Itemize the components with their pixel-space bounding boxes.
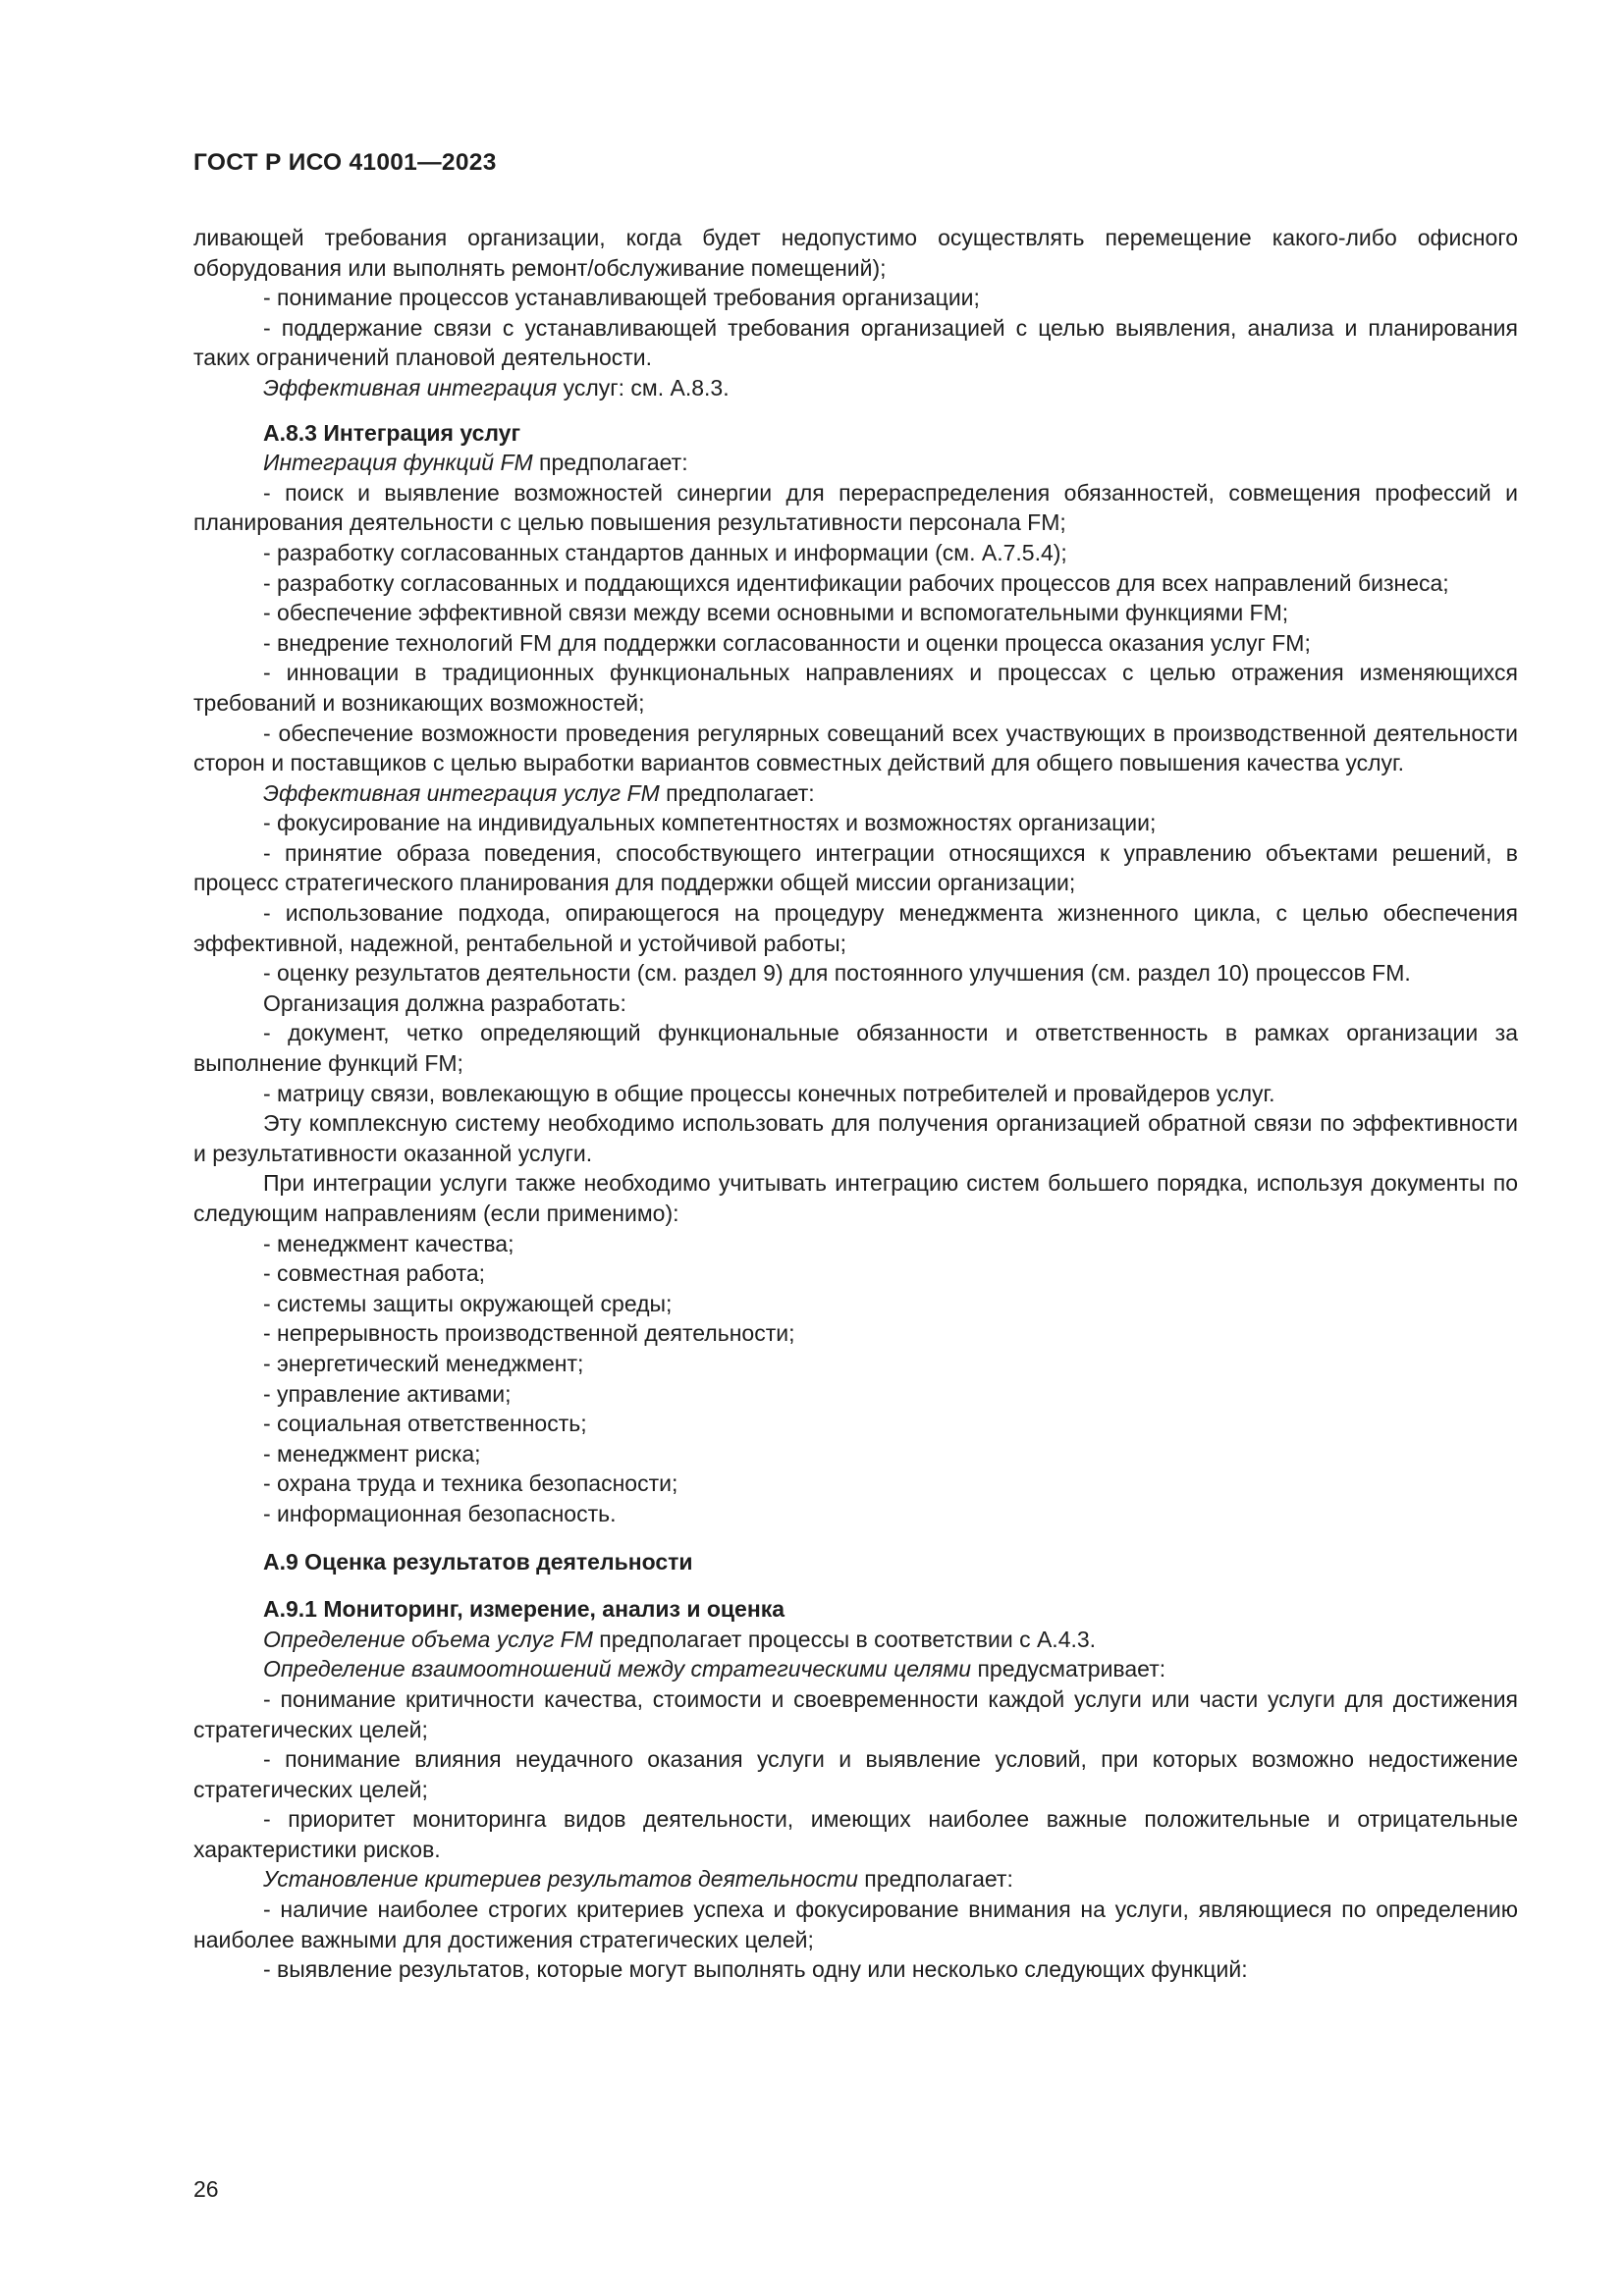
paragraph: Эффективная интеграция услуг: см. А.8.3.: [263, 374, 730, 400]
list-item: - менеджмент качества;: [263, 1230, 514, 1256]
list-item: - понимание влияния неудачного оказания услуги и выявление условий, при которых возможно недостижение стратегических целей;: [193, 1746, 1518, 1802]
list-item: - информационная безопасность.: [263, 1500, 617, 1526]
section-heading: А.9.1 Мониторинг, измерение, анализ и оценка: [263, 1596, 785, 1623]
paragraph: Эффективная интеграция услуг FM предполагает:: [263, 779, 815, 806]
list-item: - совместная работа;: [263, 1260, 486, 1287]
list-item: - системы защиты окружающей среды;: [263, 1290, 673, 1316]
list-item: - энергетический менеджмент;: [263, 1350, 584, 1376]
list-item: - непрерывность производственной деятельности;: [263, 1320, 795, 1347]
page-number: 26: [193, 2176, 219, 2202]
paragraph: ливающей требования организации, когда будет недопустимо осуществлять перемещение какого-либо офисного оборудования или выполнять ремонт/обслуживание помещений);: [193, 225, 1518, 281]
list-item: - выявление результатов, которые могут выполнять одну или несколько следующих функций:: [263, 1956, 1248, 1983]
list-item: - менеджмент риска;: [263, 1440, 481, 1467]
list-item: - фокусирование на индивидуальных компетентностях и возможностях организации;: [263, 810, 1157, 836]
paragraph: Определение взаимоотношений между стратегическими целями предусматривает:: [263, 1656, 1166, 1682]
list-item: - принятие образа поведения, способствующего интеграции относящихся к управлению объектами решений, в процесс стратегического планирования для поддержки общей миссии организации;: [193, 839, 1518, 896]
section-heading: А.8.3 Интеграция услуг: [263, 419, 521, 446]
list-item: - разработку согласованных стандартов данных и информации (см. А.7.5.4);: [263, 539, 1067, 565]
paragraph: Определение объема услуг FM предполагает процессы в соответствии с А.4.3.: [263, 1626, 1097, 1652]
document-body: [193, 223, 1518, 1985]
list-item: - понимание процессов устанавливающей требования организации;: [263, 285, 980, 311]
list-item: - документ, четко определяющий функциональные обязанности и ответственность в рамках организации за выполнение функций FM;: [193, 1020, 1518, 1077]
list-item: - приоритет мониторинга видов деятельности, имеющих наиболее важные положительные и отрицательные характеристики рисков.: [193, 1806, 1518, 1862]
paragraph: При интеграции услуги также необходимо учитывать интеграцию систем большего порядка, используя документы по следующим направлениям (если применимо):: [193, 1170, 1518, 1226]
section-heading: А.9 Оценка результатов деятельности: [263, 1548, 693, 1575]
list-item: - инновации в традиционных функциональных направлениях и процессах с целью отражения изменяющихся требований и возникающих возможностей;: [193, 660, 1518, 716]
list-item: - внедрение технологий FM для поддержки согласованности и оценки процесса оказания услуг FM;: [263, 629, 1311, 656]
paragraph: Эту комплексную систему необходимо использовать для получения организацией обратной связи по эффективности и результативности оказанной услуги.: [193, 1110, 1518, 1166]
paragraph: Установление критериев результатов деятельности предполагает:: [263, 1866, 1013, 1893]
paragraph: Интеграция функций FM предполагает:: [263, 450, 688, 476]
list-item: - использование подхода, опирающегося на процедуру менеджмента жизненного цикла, с целью обеспечения эффективной, надежной, рентабельной и устойчивой работы;: [193, 900, 1518, 956]
list-item: - матрицу связи, вовлекающую в общие процессы конечных потребителей и провайдеров услуг.: [263, 1080, 1275, 1106]
list-item: - управление активами;: [263, 1380, 512, 1407]
list-item: - оценку результатов деятельности (см. раздел 9) для постоянного улучшения (см. раздел 10) процессов FM.: [263, 960, 1411, 987]
document-header: ГОСТ Р ИСО 41001—2023: [193, 149, 497, 176]
list-item: - обеспечение эффективной связи между всеми основными и вспомогательными функциями FM;: [263, 600, 1289, 626]
list-item: - разработку согласованных и поддающихся идентификации рабочих процессов для всех направлений бизнеса;: [263, 569, 1449, 596]
list-item: - социальная ответственность;: [263, 1411, 587, 1437]
list-item: - поддержание связи с устанавливающей требования организацией с целью выявления, анализа и планирования таких ограничений плановой деятельности.: [193, 314, 1518, 371]
list-item: - наличие наиболее строгих критериев успеха и фокусирование внимания на услуги, являющиеся по определению наиболее важными для достижения стратегических целей;: [193, 1896, 1518, 1952]
paragraph: Организация должна разработать:: [263, 989, 626, 1016]
list-item: - обеспечение возможности проведения регулярных совещаний всех участвующих в производственной деятельности сторон и поставщиков с целью выработки вариантов совместных действий для общего повышения качества услуг.: [193, 720, 1518, 776]
list-item: - охрана труда и техника безопасности;: [263, 1470, 678, 1497]
list-item: - поиск и выявление возможностей синергии для перераспределения обязанностей, совмещения профессий и планирования деятельности с целью повышения результативности персонала FM;: [193, 479, 1518, 536]
list-item: - понимание критичности качества, стоимости и своевременности каждой услуги или части услуги для достижения стратегических целей;: [193, 1685, 1518, 1742]
